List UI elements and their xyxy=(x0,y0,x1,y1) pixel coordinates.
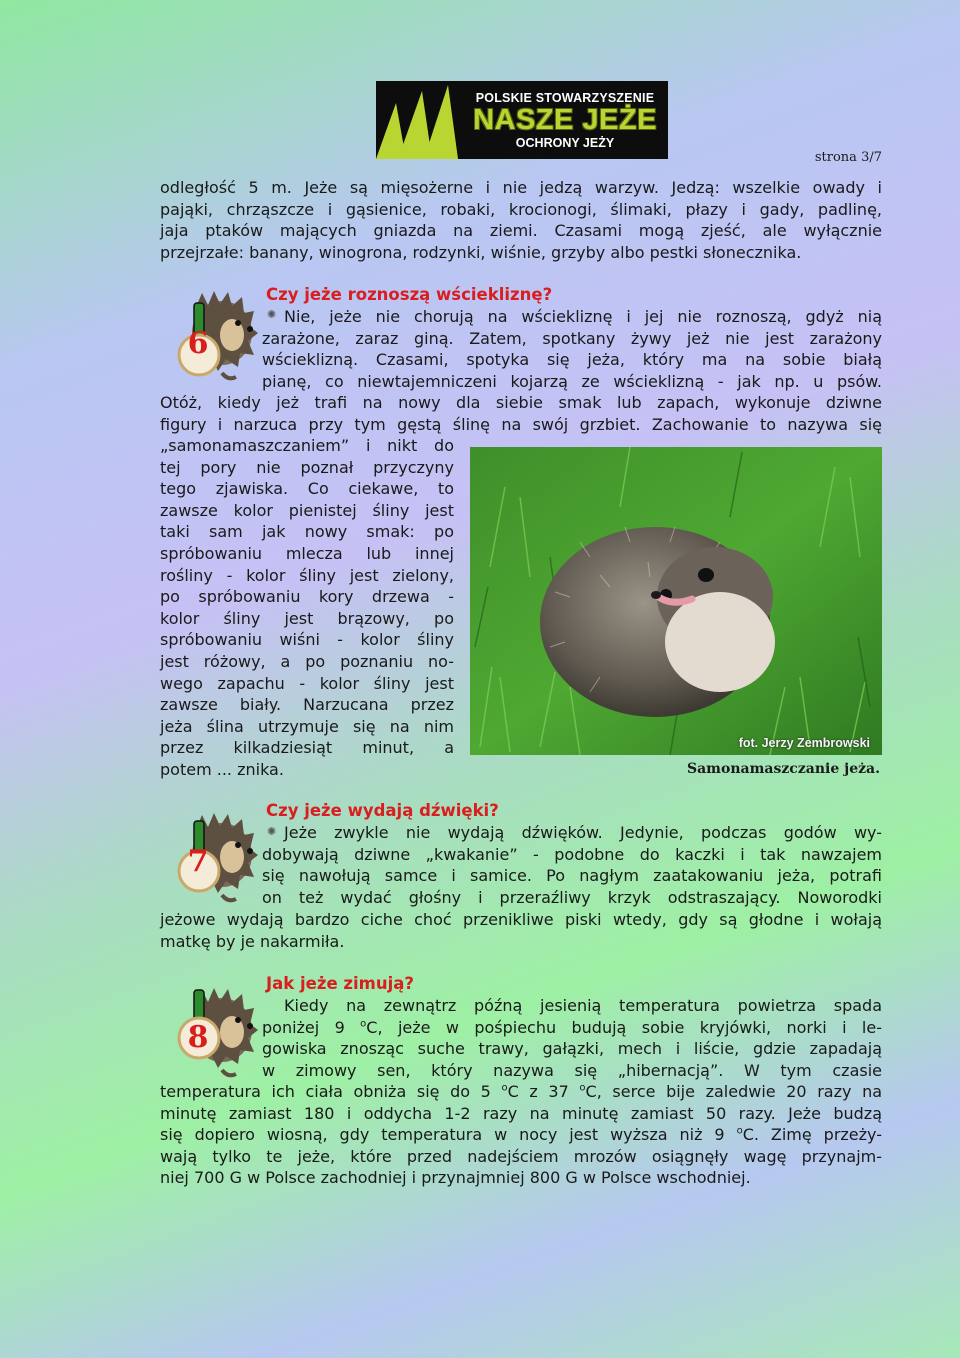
section-8-full xyxy=(160,1081,882,1189)
section-8-line: w zimowy sen, który nazywa się „hibernacją”. W tym czasie xyxy=(262,1060,882,1080)
hedgehog-badge-7-icon xyxy=(162,805,258,905)
text-run: temperatura ich ciała obniża się do 5 xyxy=(160,1082,502,1101)
intro-paragraph xyxy=(160,177,882,263)
degree-mark: o xyxy=(736,1125,743,1137)
section-6-line: Otóż, kiedy jeż trafi na nowy dla siebie smak lub zapach, wykonuje dziwne xyxy=(160,393,882,412)
section-8-line: wają tylko te jeże, które przed nadejściem mrozów osiągnęły wagę przynajm- xyxy=(160,1146,882,1166)
section-8-line: niej 700 G w Polsce zachodniej i przynajmniej 800 G w Polsce wschodniej. xyxy=(160,1168,751,1188)
text-run: poniżej 9 xyxy=(262,1017,361,1037)
page-number: strona 3/7 xyxy=(814,150,882,165)
section-7-line: dobywają dziwne „kwakanie” - podobne do kaczki i tak nawzajem xyxy=(262,844,882,864)
column-line: kolor śliny jest brązowy, po xyxy=(160,608,454,628)
column-line: „samonamaszczaniem” i nikt do xyxy=(160,436,454,455)
section-6-line: zarażone, zaraz giną. Zatem, spotkany żywy jeż nie jest zarażony xyxy=(262,328,882,348)
column-line: jest różowy, a po poznaniu no- xyxy=(160,651,454,671)
section-7-line: on też wydać głośny i przeraźliwy krzyk odstraszający. Noworodki xyxy=(262,887,882,907)
photo-credit: fot. Jerzy Zembrowski xyxy=(738,736,870,750)
degree-mark: o xyxy=(579,1082,586,1094)
association-logo xyxy=(376,81,668,159)
column-line: po spróbowaniu kory drzewa - xyxy=(160,587,454,607)
section-8-line: minutę zamiast 180 i oddycha 1-2 razy na minutę zamiast 50 razy. Jeże budzą xyxy=(160,1103,882,1123)
section-7-line: jeżowe wydają bardzo ciche choć przenikliwe piski wtedy, gdy są głodne i wołają xyxy=(160,910,882,929)
column-line: tego zjawiska. Co ciekawe, to xyxy=(160,479,454,499)
section-6-column xyxy=(160,435,454,781)
degree-mark: o xyxy=(360,1018,367,1030)
section-8-line xyxy=(262,1017,882,1039)
section-6-line: pianę, co niewtajemniczeni kojarzą ze wścieklizną - jak np. u psów. xyxy=(262,371,882,391)
bullet-icon: ✺ xyxy=(267,825,277,838)
intro-line: przejrzałe: banany, winogrona, rodzynki, wiśnie, grzyby albo pestki słonecznika. xyxy=(160,242,802,262)
column-line: spróbowaniu mlecza lub innej xyxy=(160,543,454,563)
column-line: zawsze kolor pienistej śliny jest xyxy=(160,500,454,520)
text-run: się dopiero wiosną, gdy temperatura w nocy jest wyższa niż 9 xyxy=(160,1125,737,1145)
section-7-full xyxy=(160,909,882,952)
intro-line: jaja ptaków mających gniazda na ziemi. Czasami mogą zjeść, ale wyłącznie xyxy=(160,221,882,241)
intro-line: pająki, chrząszcze i gąsienice, robaki, krocionogi, ślimaki, płazy i gady, padlinę, xyxy=(160,199,882,219)
section-8-heading: Jak jeże zimują? xyxy=(266,974,414,993)
section-8-line: Kiedy na zewnątrz późną jesienią temperatura powietrza spada xyxy=(284,996,882,1015)
section-7-line: Jeże zwykle nie wydają dźwięków. Jedynie, podczas godów wy- xyxy=(284,823,882,842)
section-6-full xyxy=(160,392,882,435)
section-8-indented xyxy=(262,995,882,1081)
section-7-line: się nawołują samce i samice. Po nagłym zaatakowaniu jeża, potrafi xyxy=(262,866,882,886)
column-line: jeża ślina utrzymuje się na nim xyxy=(160,716,454,736)
badge-number-8: 8 xyxy=(187,1020,209,1055)
section-6-heading: Czy jeże roznoszą wściekliznę? xyxy=(266,285,553,304)
logo-text xyxy=(462,81,668,159)
section-6-line: Nie, jeże nie chorują na wściekliznę i jej nie roznoszą, gdyż nią xyxy=(284,307,882,326)
bullet-icon: ✺ xyxy=(267,308,277,321)
section-8-line: gowiska znosząc suche trawy, gałązki, mech i liście, gdzie zapadają xyxy=(262,1039,882,1059)
section-6-line: figury i narzuca przy tym gęstą ślinę na swój grzbiet. Zachowanie to nazywa się xyxy=(160,414,882,434)
column-line: zawsze biały. Narzucana przez xyxy=(160,695,454,715)
section-7-heading: Czy jeże wydają dźwięki? xyxy=(266,801,499,820)
hedgehog-badge-8-icon xyxy=(162,980,258,1080)
text-run: C, serce bije zaledwie 20 razy na xyxy=(585,1082,883,1101)
grass-logo-icon xyxy=(376,81,462,159)
column-line: przez kilkadziesiąt minut, a xyxy=(160,738,454,758)
logo-line-2: NASZE JEŻE xyxy=(473,103,657,136)
section-6-line: wścieklizną. Czasami, spotyka się jeża, który ma na sobie białą xyxy=(262,350,882,370)
column-line: wego zapachu - kolor śliny jest xyxy=(160,673,454,693)
intro-line: odległość 5 m. Jeże są mięsożerne i nie jedzą warzyw. Jedzą: wszelkie owady i xyxy=(160,178,882,197)
column-line: tej pory nie poznał przyczyny xyxy=(160,457,454,477)
text-run: C z 37 xyxy=(507,1082,580,1101)
hedgehog-photo xyxy=(470,447,882,755)
badge-number-7: 7 xyxy=(187,844,209,879)
section-7-indented xyxy=(262,822,882,908)
column-line: spróbowaniu wiśni - kolor śliny xyxy=(160,630,454,650)
hedgehog-badge-6-icon xyxy=(162,283,258,383)
section-8-line xyxy=(160,1124,882,1146)
degree-mark: o xyxy=(501,1082,508,1094)
photo-caption: Samonamaszczanie jeża. xyxy=(687,761,880,777)
column-line: rośliny - kolor śliny jest zielony, xyxy=(160,565,454,585)
section-6-indented xyxy=(262,306,882,392)
text-run: C. Zimę przeży- xyxy=(742,1125,882,1145)
column-line: taki sam jak nowy smak: po xyxy=(160,522,454,542)
section-7-line: matkę by je nakarmiła. xyxy=(160,931,345,951)
badge-number-6: 6 xyxy=(187,326,209,361)
logo-line-1: POLSKIE STOWARZYSZENIE xyxy=(475,90,655,105)
column-line: potem ... znika. xyxy=(160,759,284,779)
text-run: C, jeże w pośpiechu budują sobie kryjówki, norki i le- xyxy=(366,1017,882,1037)
section-8-line xyxy=(160,1081,882,1103)
logo-line-3: OCHRONY JEŻY xyxy=(515,135,615,150)
